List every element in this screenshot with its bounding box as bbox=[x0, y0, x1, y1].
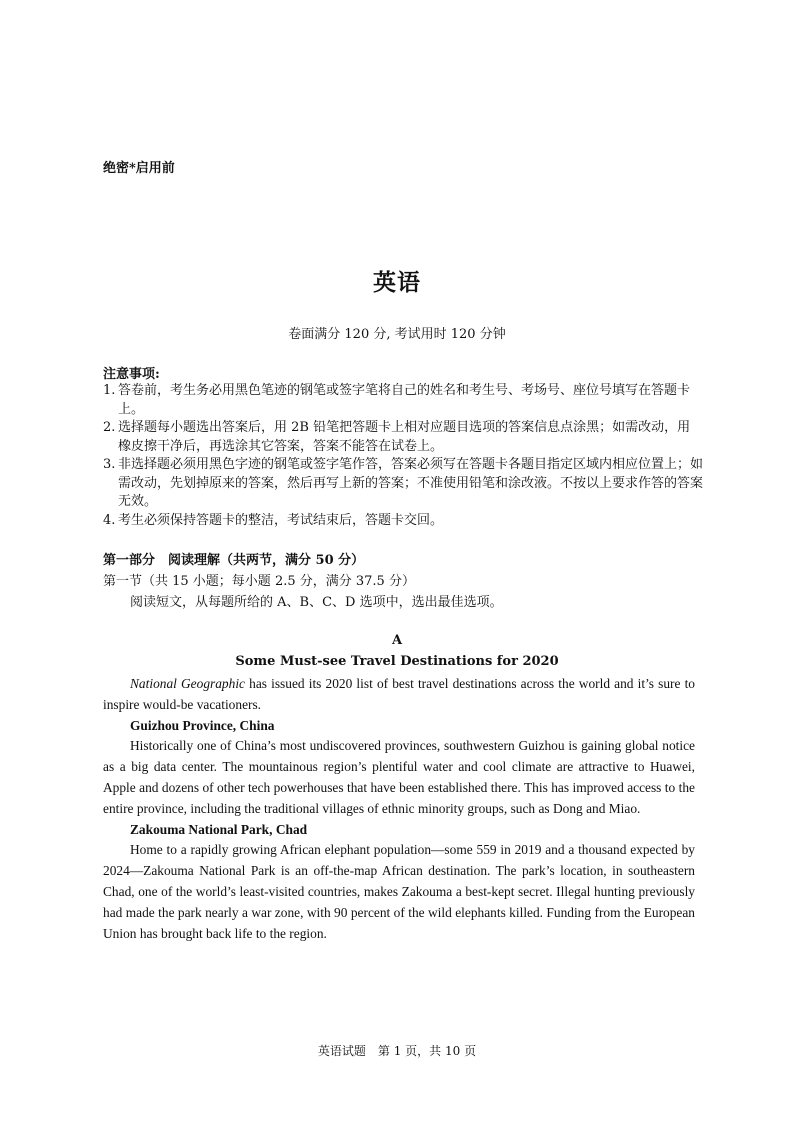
paragraph-zakouma: Home to a rapidly growing African elephant population—some 559 in 2019 and a thousand expected by 2024—Zakouma National Park is an off-the-map African destination. The park’s location, in southeastern Chad, one of the world’s least-visited countries, makes Zakouma a best-kept secret. Illegal hunting previously had made the park nearly a war zone, with 90 percent of the wild elephants killed. Funding from the European Union has brought back life to the region. bbox=[103, 842, 695, 941]
notice-item bbox=[103, 382, 703, 419]
notice-list bbox=[103, 382, 703, 530]
notice-number: 3. bbox=[103, 457, 116, 472]
confidential-label: 绝密*启用前 bbox=[103, 161, 175, 176]
notice-number: 2. bbox=[103, 420, 116, 435]
notice-number: 4. bbox=[103, 512, 116, 528]
exam-subtitle: 卷面满分 120 分, 考试用时 120 分钟 bbox=[288, 327, 506, 342]
notice-text: 答卷前，考生务必用黑色笔迹的钢笔或签字笔将自己的姓名和考生号、考场号、座位号填写在答题卡上。 bbox=[118, 383, 691, 417]
destination-heading-zakouma: Zakouma National Park, Chad bbox=[130, 821, 308, 837]
notice-text: 非选择题必须用黑色字迹的钢笔或签字笔作答，答案必须写在答题卡各题目指定区域内相应位置上；如需改动，先划掉原来的答案，然后再写上新的答案；不准使用铅笔和涂改液。不按以上要求作答的答案无效。 bbox=[118, 457, 704, 509]
section-heading: 第一节（共 15 小题；每小题 2.5 分，满分 37.5 分） bbox=[103, 574, 415, 589]
destination-heading-guizhou: Guizhou Province, China bbox=[130, 717, 275, 733]
publication-name: National Geographic bbox=[130, 676, 245, 691]
notice-item bbox=[103, 456, 703, 512]
passage-title: Some Must-see Travel Destinations for 2020 bbox=[235, 654, 559, 669]
intro-text: has issued its 2020 list of best travel destinations across the world and it’s sure to inspire would-be vacationers. bbox=[103, 676, 695, 712]
paragraph-guizhou: Historically one of China’s most undiscovered provinces, southwestern Guizhou is gaining global notice as a big data center. The mountainous region’s plentiful water and cool climate are attractive to Huawei, Apple and dozens of other tech powerhouses that have been established there. This has improved access to the entire province, including the traditional villages of ethnic minority groups, such as Dong and Miao. bbox=[103, 738, 695, 816]
page-footer: 英语试题 第 1 页，共 10 页 bbox=[317, 1044, 477, 1058]
notice-text: 考生必须保持答题卡的整洁，考试结束后，答题卡交回。 bbox=[118, 512, 444, 528]
passage-body bbox=[103, 674, 695, 944]
part-heading: 第一部分 阅读理解（共两节，满分 50 分） bbox=[103, 553, 365, 568]
passage-letter: A bbox=[391, 633, 403, 648]
notice-text: 选择题每小题选出答案后，用 2B 铅笔把答题卡上相对应题目选项的答案信息点涂黑；如需改动，用橡皮擦干净后，再选涂其它答案，答案不能答在试卷上。 bbox=[118, 420, 691, 454]
notice-number: 1. bbox=[103, 383, 116, 398]
passage-intro bbox=[103, 674, 695, 716]
section-instruction: 阅读短文，从每题所给的 A、B、C、D 选项中，选出最佳选项。 bbox=[130, 595, 503, 610]
notice-item bbox=[103, 512, 703, 531]
notice-item bbox=[103, 419, 703, 456]
notice-heading: 注意事项: bbox=[103, 367, 160, 382]
exam-title: 英语 bbox=[373, 269, 421, 296]
